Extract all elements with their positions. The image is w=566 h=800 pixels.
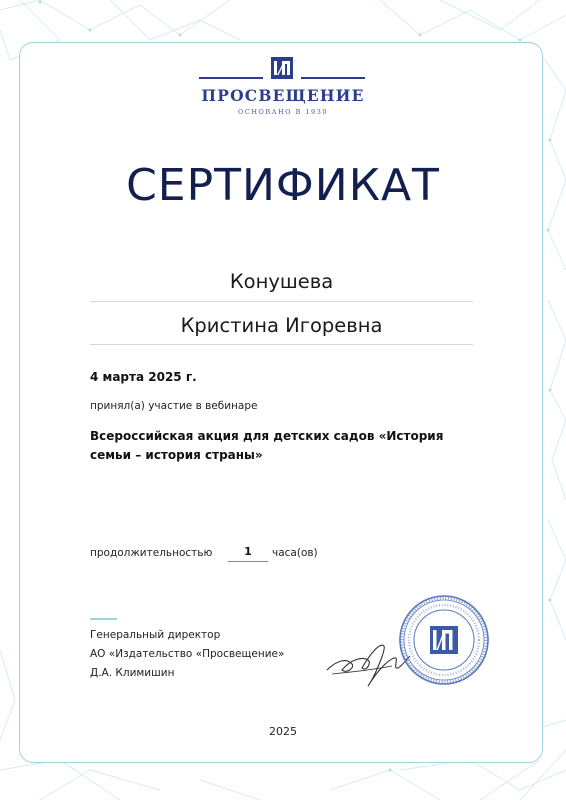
name-divider (90, 301, 473, 302)
brand-tagline: ОСНОВАНО В 1930 (238, 108, 328, 116)
participation-text: принял(а) участие в вебинаре (90, 400, 258, 412)
name-divider (90, 344, 473, 345)
accent-rule (90, 618, 117, 620)
duration-units: часа(ов) (272, 547, 318, 559)
duration-value: 1 (228, 545, 268, 562)
official-seal (398, 594, 490, 686)
certificate-year: 2025 (269, 725, 297, 738)
recipient-surname: Конушева (229, 270, 334, 293)
signatory-name: Д.А. Климишин (90, 667, 175, 679)
duration-label: продолжительностью (90, 547, 213, 559)
event-date: 4 марта 2025 г. (90, 370, 197, 384)
logo-rule-right (301, 77, 365, 79)
brand-logo (199, 56, 365, 86)
signatory-organization: АО «Издательство «Просвещение» (90, 648, 285, 660)
certificate-title: СЕРТИФИКАТ (126, 160, 440, 211)
signatory-position: Генеральный директор (90, 629, 221, 641)
ip-monogram-icon (270, 56, 294, 80)
recipient-given-names: Кристина Игоревна (180, 314, 383, 337)
event-title: Всероссийская акция для детских садов «История семьи – история страны» (90, 429, 444, 462)
brand-name: ПРОСВЕЩЕНИЕ (201, 86, 365, 105)
logo-rule-left (199, 77, 263, 79)
